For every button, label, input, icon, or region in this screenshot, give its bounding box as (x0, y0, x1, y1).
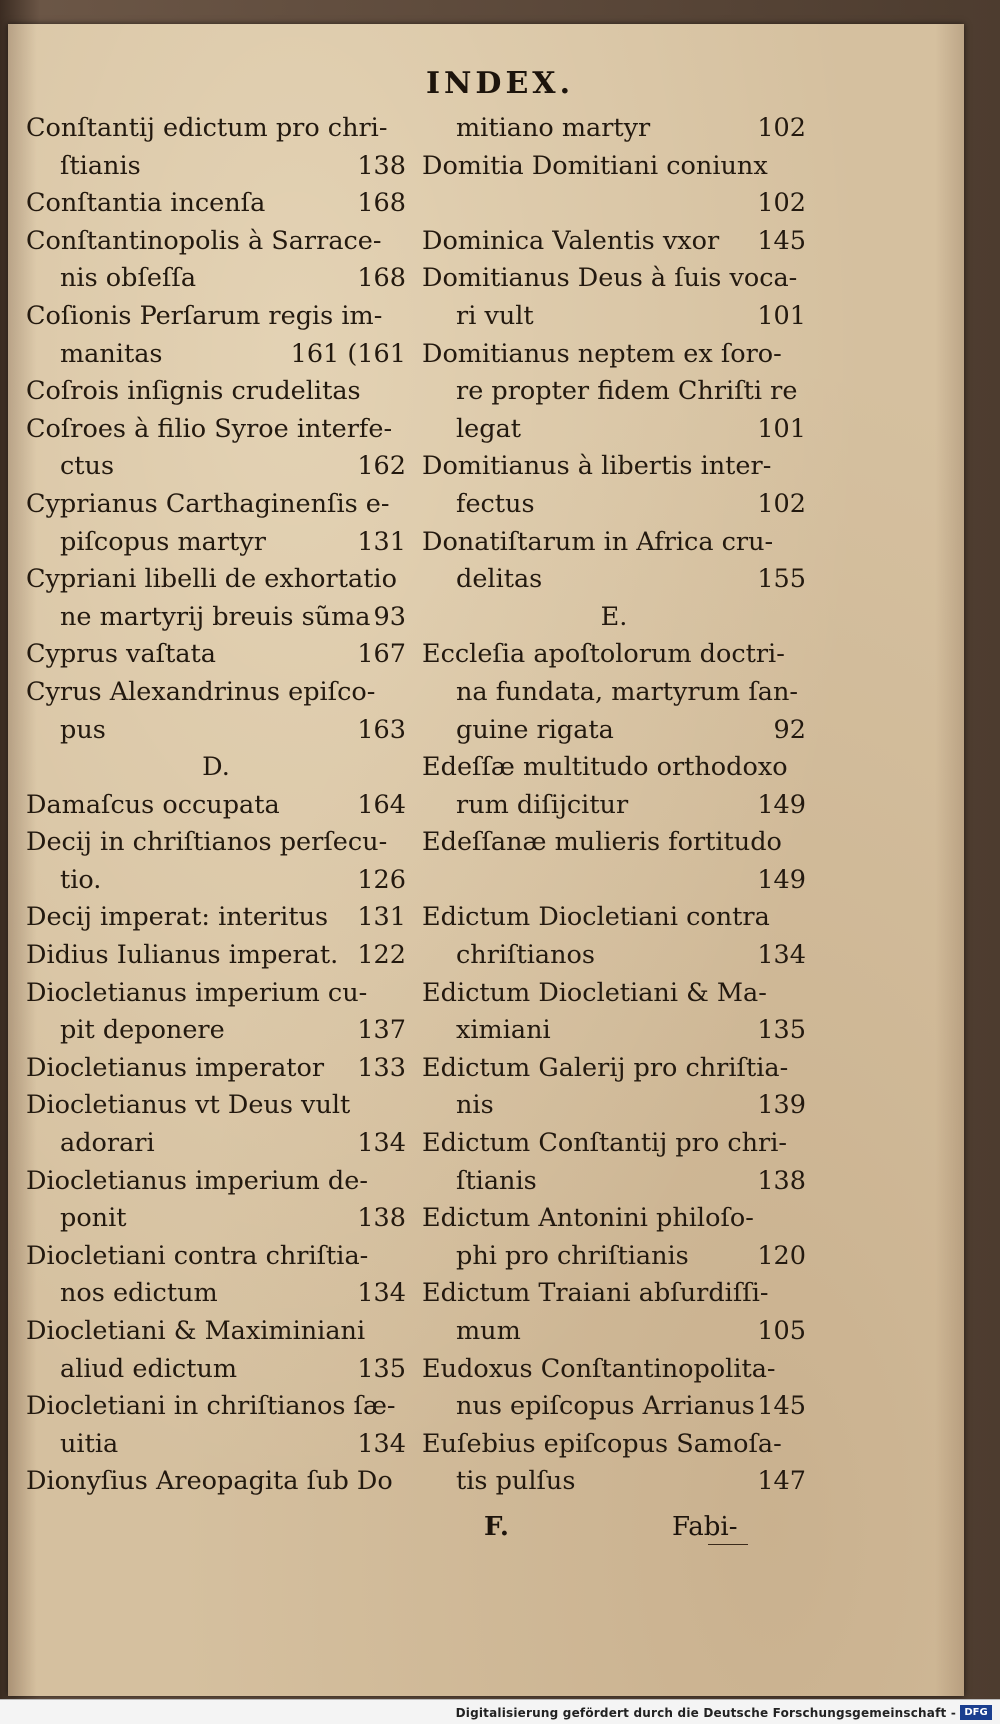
entry-text: nus epiſcopus Arrianus (456, 1391, 755, 1422)
entry-text: Edictum Conſtantij pro chri- (422, 1128, 787, 1159)
entry-page-number: 145 (757, 225, 806, 256)
entry-text: Edictum Antonini philoſo- (422, 1203, 754, 1234)
entry-text: nos edictum (60, 1278, 218, 1309)
index-entry-line (26, 110, 406, 148)
index-entry-line (422, 1388, 806, 1426)
entry-page-number: 149 (757, 789, 806, 820)
entry-text: Diocletianus vt Deus vult (26, 1090, 351, 1121)
entry-text: phi pro chriſtianis (456, 1240, 689, 1271)
index-entry-line (26, 486, 406, 524)
entry-page-number: 134 (757, 940, 806, 971)
entry-text: Edictum Traiani abſurdiſſi- (422, 1278, 769, 1309)
entry-page-number: 134 (357, 1278, 406, 1309)
index-entry-line (26, 1200, 406, 1238)
entry-text: mum (456, 1316, 521, 1346)
index-entry-line (26, 260, 406, 298)
index-entry-line (422, 1351, 806, 1389)
index-entry-line (26, 1426, 406, 1464)
entry-page-number: 133 (357, 1052, 406, 1083)
entry-page-number: 131 (357, 902, 406, 933)
entry-text: Diocletianus imperator (26, 1052, 325, 1083)
entry-text: Conſtantinopolis à Sarrace- (26, 225, 382, 256)
entry-page-number: 167 (357, 639, 406, 670)
entry-text: Domitianus à libertis inter- (422, 451, 772, 482)
entry-text: Euſebius epiſcopus Samoſa- (422, 1428, 782, 1459)
index-entry-line (422, 712, 806, 750)
index-entry-line (422, 411, 806, 449)
index-entry-line (26, 223, 406, 261)
entry-text: adorari (60, 1128, 155, 1159)
entry-text: Eccleſia apoſtolorum doctri- (422, 639, 785, 670)
index-entry-line (26, 524, 406, 562)
entry-text: Didius Iulianus imperat. (26, 940, 339, 971)
entry-text: nis obſeſſa (60, 263, 197, 294)
index-entry-line (26, 185, 406, 223)
entry-page-number: 102 (757, 188, 806, 219)
index-entry-line (422, 1313, 806, 1351)
entry-text: ri vult (456, 300, 534, 331)
entry-page-number: 138 (357, 150, 406, 181)
entry-text: Decij imperat: interitus (26, 902, 329, 933)
index-entry-line (422, 1012, 806, 1050)
index-entry-line (26, 636, 406, 674)
index-entry-line (26, 862, 406, 900)
entry-text: nis (456, 1090, 494, 1121)
index-entry-line (26, 148, 406, 186)
index-entry-line (26, 1238, 406, 1276)
entry-page-number: 168 (357, 188, 406, 219)
index-entry-line (422, 975, 806, 1013)
entry-page-number: 149 (757, 864, 806, 895)
entry-text: Cyprus vaſtata (26, 639, 216, 670)
entry-page-number: 101 (757, 413, 806, 444)
entry-text: Domitianus neptem ex ſoro- (422, 338, 782, 369)
index-entry-line (26, 975, 406, 1013)
index-entry-line (26, 411, 406, 449)
footer-bar (0, 1699, 1000, 1724)
index-entry-line (422, 561, 806, 599)
entry-text: fectus (456, 488, 535, 519)
page-header: INDEX. (425, 66, 575, 101)
entry-text: Edictum Galerij pro chriſtia- (422, 1052, 789, 1083)
index-entry-line (26, 937, 406, 975)
index-entry-line (26, 599, 406, 637)
entry-text: E. (600, 601, 628, 632)
entry-text: Edeſſæ multitudo orthodoxo (422, 752, 788, 783)
entry-text: Domitianus Deus à ſuis voca- (422, 263, 798, 294)
entry-text: guine rigata (456, 714, 614, 745)
entry-text: Eudoxus Conſtantinopolita- (422, 1353, 776, 1384)
index-entry-line (26, 373, 406, 411)
entry-page-number: 164 (357, 789, 406, 820)
entry-text: ximiani (456, 1015, 551, 1046)
index-entry-line (422, 185, 806, 223)
index-entry-line (26, 1463, 406, 1501)
entry-text: ne martyrij breuis sũma (60, 601, 371, 632)
index-entry-line (26, 298, 406, 336)
entry-text: ſtianis (456, 1165, 537, 1196)
index-entry-line (26, 712, 406, 750)
entry-text: re propter fidem Chriſti re (456, 376, 798, 407)
index-entry-line (26, 1050, 406, 1088)
entry-text: mitiano martyr (456, 113, 651, 143)
index-entry-line (422, 448, 806, 486)
entry-text: Decij in chriſtianos perſecu- (26, 827, 388, 858)
index-entry-line (26, 1351, 406, 1389)
index-entry-line (422, 1238, 806, 1276)
funding-notice: Digitalisierung gefördert durch die Deutsche Forschungsgemeinschaft - (455, 1706, 956, 1720)
dfg-logo: DFG (960, 1705, 992, 1720)
entry-page-number: 135 (757, 1015, 806, 1046)
entry-page-number: 126 (357, 864, 406, 895)
entry-text: Edeſſanæ mulieris fortitudo (422, 827, 782, 858)
entry-text: Edictum Diocletiani contra (422, 902, 770, 933)
entry-text: tio. (60, 864, 102, 895)
index-entry-line (422, 524, 806, 562)
index-entry-line (26, 824, 406, 862)
index-column-left (26, 110, 406, 1501)
entry-text: Diocletiani contra chriſtia- (26, 1240, 369, 1271)
entry-page-number: 161 (161 (290, 338, 406, 369)
entry-text: Damaſcus occupata (26, 789, 280, 820)
index-entry-line (26, 1275, 406, 1313)
index-entry-line (26, 674, 406, 712)
entry-page-number: 137 (357, 1015, 406, 1046)
index-entry-line (422, 373, 806, 411)
entry-text: Diocletiani & Maximiniani (26, 1316, 366, 1346)
entry-text: chriſtianos (456, 940, 595, 971)
index-entry-line (26, 899, 406, 937)
entry-text: aliud edictum (60, 1353, 238, 1384)
entry-text: Conſtantij edictum pro chri- (26, 113, 388, 143)
entry-text: ponit (60, 1203, 127, 1234)
index-entry-line (422, 1050, 806, 1088)
entry-page-number: 155 (757, 564, 806, 595)
index-entry-line (422, 824, 806, 862)
entry-page-number: 147 (757, 1466, 806, 1497)
index-entry-line (422, 899, 806, 937)
entry-text: na fundata, martyrum ſan- (456, 676, 799, 707)
entry-page-number: 92 (773, 714, 806, 745)
section-letter (26, 749, 406, 787)
entry-page-number: 138 (757, 1165, 806, 1196)
index-entry-line (422, 1200, 806, 1238)
entry-page-number: 145 (757, 1391, 806, 1422)
catchword-rule (708, 1544, 748, 1545)
index-entry-line (26, 1012, 406, 1050)
index-entry-line (422, 223, 806, 261)
index-entry-line (26, 787, 406, 825)
entry-text: piſcopus martyr (60, 526, 266, 557)
entry-page-number: 102 (757, 113, 806, 143)
entry-text: rum diſijcitur (456, 789, 629, 820)
catchword: Fabi- (672, 1512, 738, 1542)
index-column-right (422, 110, 806, 1501)
entry-text: Cypriani libelli de exhortatio (26, 564, 397, 595)
index-entry-line (422, 1275, 806, 1313)
index-entry-line (422, 298, 806, 336)
entry-text: tis pulſus (456, 1466, 576, 1497)
entry-text: Coſroes à filio Syroe interfe- (26, 413, 393, 444)
section-letter (422, 599, 806, 637)
entry-page-number: 138 (357, 1203, 406, 1234)
entry-page-number: 163 (357, 714, 406, 745)
index-entry-line (422, 336, 806, 374)
index-entry-line (26, 1313, 406, 1351)
entry-text: delitas (456, 564, 543, 595)
entry-page-number: 131 (357, 526, 406, 557)
entry-text: pus (60, 714, 106, 745)
entry-text: Diocletianus imperium cu- (26, 977, 368, 1008)
index-entry-line (26, 448, 406, 486)
entry-text: ctus (60, 451, 115, 482)
entry-text: uitia (60, 1428, 119, 1459)
index-entry-line (422, 1426, 806, 1464)
entry-text: Diocletiani in chriſtianos ſæ- (26, 1391, 396, 1422)
index-entry-line (422, 110, 806, 148)
entry-page-number: 102 (757, 488, 806, 519)
entry-text: Cyrus Alexandrinus epiſco- (26, 676, 376, 707)
entry-text: Dominica Valentis vxor (422, 225, 720, 256)
entry-page-number: 105 (757, 1316, 806, 1346)
entry-text: Edictum Diocletiani & Ma- (422, 977, 767, 1008)
entry-text: manitas (60, 338, 163, 369)
entry-page-number: 139 (757, 1090, 806, 1121)
entry-page-number: 93 (373, 601, 406, 632)
entry-text: Coſionis Perſarum regis im- (26, 300, 383, 331)
index-entry-line (422, 1087, 806, 1125)
entry-text: ſtianis (60, 150, 141, 181)
entry-text: D. (202, 752, 230, 783)
signature-mark: F. (484, 1512, 509, 1542)
index-entry-line (422, 260, 806, 298)
index-entry-line (26, 1163, 406, 1201)
entry-text: Diocletianus imperium de- (26, 1165, 368, 1196)
index-entry-line (422, 749, 806, 787)
index-entry-line (26, 1125, 406, 1163)
index-entry-line (422, 862, 806, 900)
entry-page-number: 134 (357, 1128, 406, 1159)
index-entry-line (422, 1463, 806, 1501)
index-entry-line (422, 787, 806, 825)
entry-text: Cyprianus Carthaginenſis e- (26, 488, 390, 519)
entry-text: Dionyſius Areopagita ſub Do (26, 1466, 393, 1497)
index-entry-line (26, 561, 406, 599)
index-entry-line (422, 148, 806, 186)
entry-page-number: 162 (357, 451, 406, 482)
entry-text: Donatiſtarum in Africa cru- (422, 526, 774, 557)
index-entry-line (422, 674, 806, 712)
index-entry-line (422, 937, 806, 975)
index-entry-line (422, 1163, 806, 1201)
entry-text: Conſtantia incenſa (26, 188, 266, 219)
entry-text: pit deponere (60, 1015, 225, 1046)
entry-page-number: 168 (357, 263, 406, 294)
index-entry-line (26, 1087, 406, 1125)
index-entry-line (422, 636, 806, 674)
index-entry-line (422, 486, 806, 524)
entry-page-number: 135 (357, 1353, 406, 1384)
index-entry-line (26, 1388, 406, 1426)
index-entry-line (422, 1125, 806, 1163)
entry-page-number: 101 (757, 300, 806, 331)
index-entry-line (26, 336, 406, 374)
entry-page-number: 134 (357, 1428, 406, 1459)
entry-text: legat (456, 413, 522, 444)
entry-text: Coſrois inſignis crudelitas (26, 376, 361, 407)
entry-page-number: 120 (757, 1240, 806, 1271)
entry-text: Domitia Domitiani coniunx (422, 150, 768, 181)
entry-page-number: 122 (357, 940, 406, 971)
